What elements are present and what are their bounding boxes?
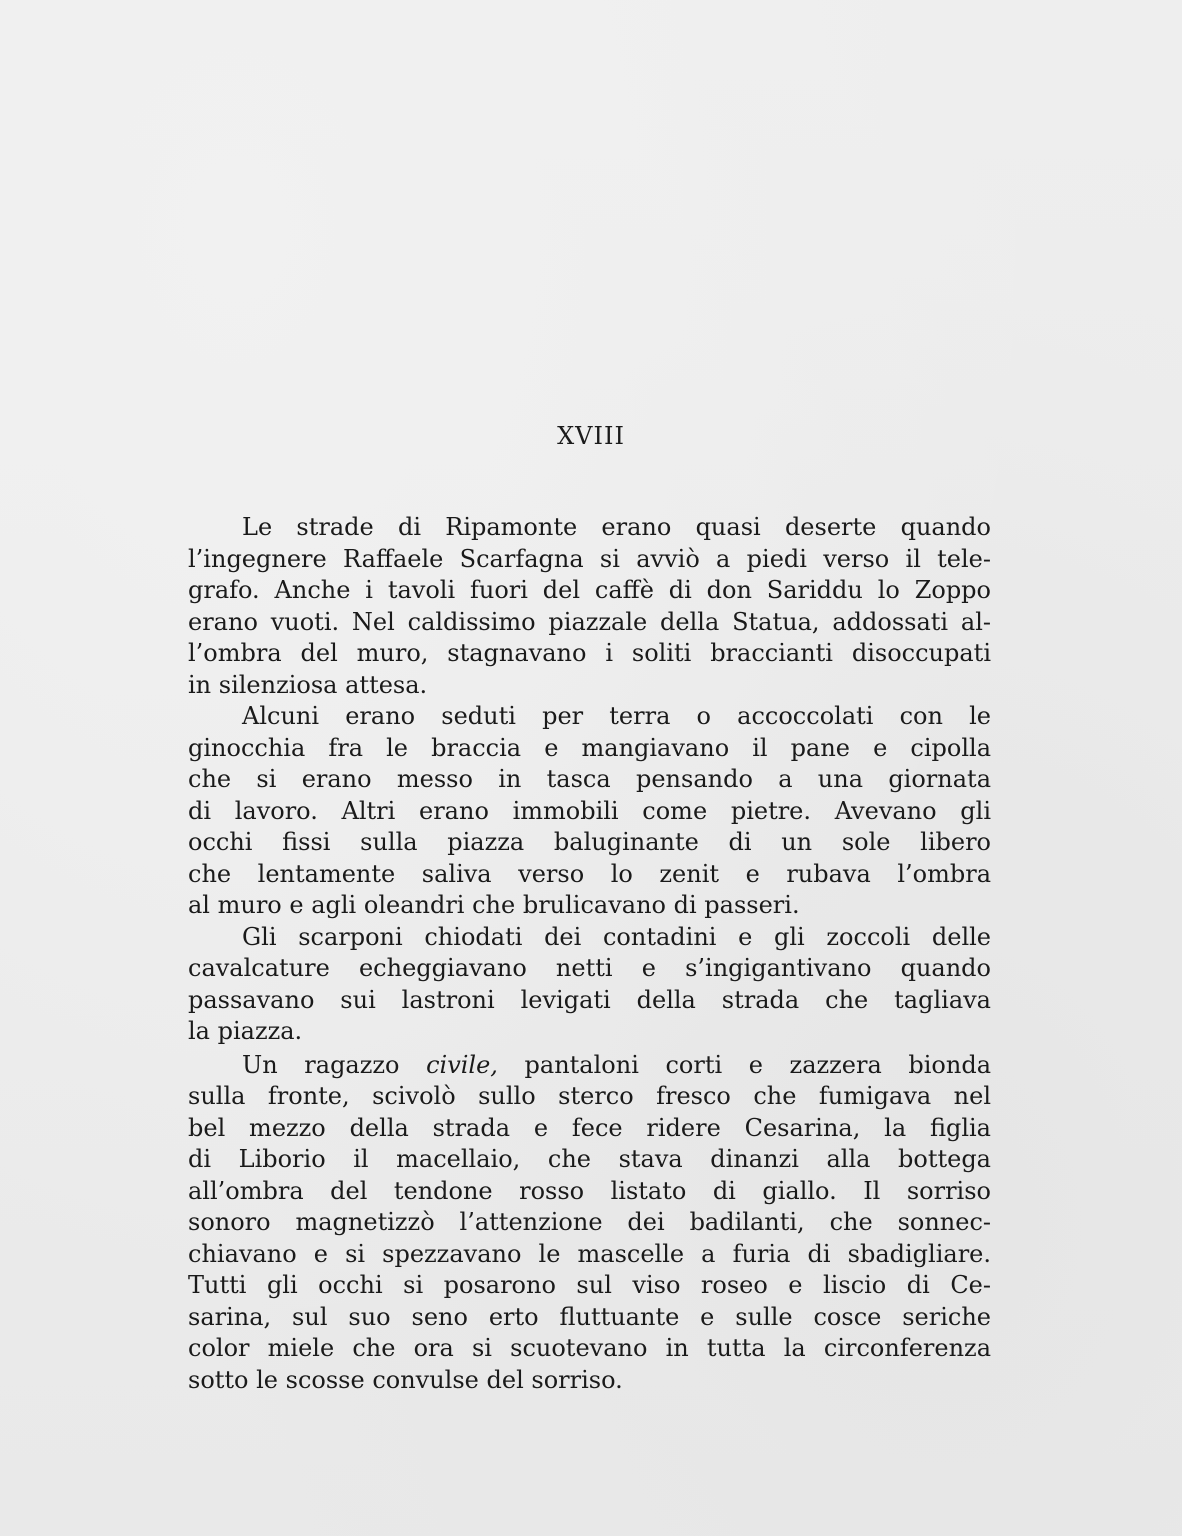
text-line: sonoro magnetizzò l’attenzione dei badilanti, che sonnec- [188, 1208, 991, 1236]
italic-word: civile, [426, 1050, 498, 1079]
text-line: che si erano messo in tasca pensando a una giornata [188, 765, 991, 793]
text-line: di lavoro. Altri erano immobili come pietre. Avevano gli [188, 796, 991, 825]
text-line: color miele che ora si scuotevano in tutta la circonferenza [188, 1334, 991, 1362]
text-line: erano vuoti. Nel caldissimo piazzale della Statua, addossati al- [188, 607, 991, 636]
text-line: Le strade di Ripamonte erano quasi deserte quando [242, 513, 991, 541]
text-line: ginocchia fra le braccia e mangiavano il pane e cipolla [188, 733, 991, 762]
text-line: cavalcature echeggiavano netti e s’ingigantivano quando [188, 954, 991, 982]
text-line: Gli scarponi chiodati dei contadini e gli zoccoli delle [242, 922, 991, 951]
text-line: sotto le scosse convulse del sorriso. [188, 1365, 623, 1394]
text-line: di Liborio il macellaio, che stava dinanzi alla bottega [188, 1145, 991, 1173]
text-line: al muro e agli oleandri che brulicavano di passeri. [188, 891, 800, 919]
text-line: l’ombra del muro, stagnavano i soliti braccianti disoccupati [188, 639, 991, 667]
text-line: la piazza. [188, 1017, 303, 1045]
text-line-mixed [188, 1050, 991, 1082]
text-line: in silenziosa attesa. [188, 670, 428, 699]
text-run: Un ragazzo [242, 1050, 427, 1079]
text-line: bel mezzo della strada e fece ridere Cesarina, la figlia [188, 1113, 991, 1142]
text-line: sulla fronte, scivolò sullo sterco fresco che fumigava nel [188, 1082, 991, 1110]
text-line: l’ingegnere Raffaele Scarfagna si avviò a piedi verso il tele- [188, 544, 991, 573]
text-line: all’ombra del tendone rosso listato di giallo. Il sorriso [188, 1176, 991, 1205]
text-line: chiavano e si spezzavano le mascelle a furia di sbadigliare. [188, 1239, 991, 1268]
body-text [188, 512, 991, 1396]
chapter-title: XVIII [557, 422, 625, 450]
text-line: che lentamente saliva verso lo zenit e rubava l’ombra [188, 859, 991, 888]
text-line: sarina, sul suo seno erto fluttuante e sulle cosce seriche [188, 1302, 991, 1331]
text-line: occhi fissi sulla piazza baluginante di un sole libero [188, 828, 991, 856]
text-line: grafo. Anche i tavoli fuori del caffè di don Sariddu lo Zoppo [188, 576, 991, 604]
text-line: Tutti gli occhi si posarono sul viso roseo e liscio di Ce- [188, 1271, 991, 1299]
text-line: Alcuni erano seduti per terra o accoccolati con le [242, 702, 991, 730]
text-run: pantaloni corti e zazzera bionda [497, 1050, 991, 1079]
text-line: passavano sui lastroni levigati della strada che tagliava [188, 985, 991, 1014]
